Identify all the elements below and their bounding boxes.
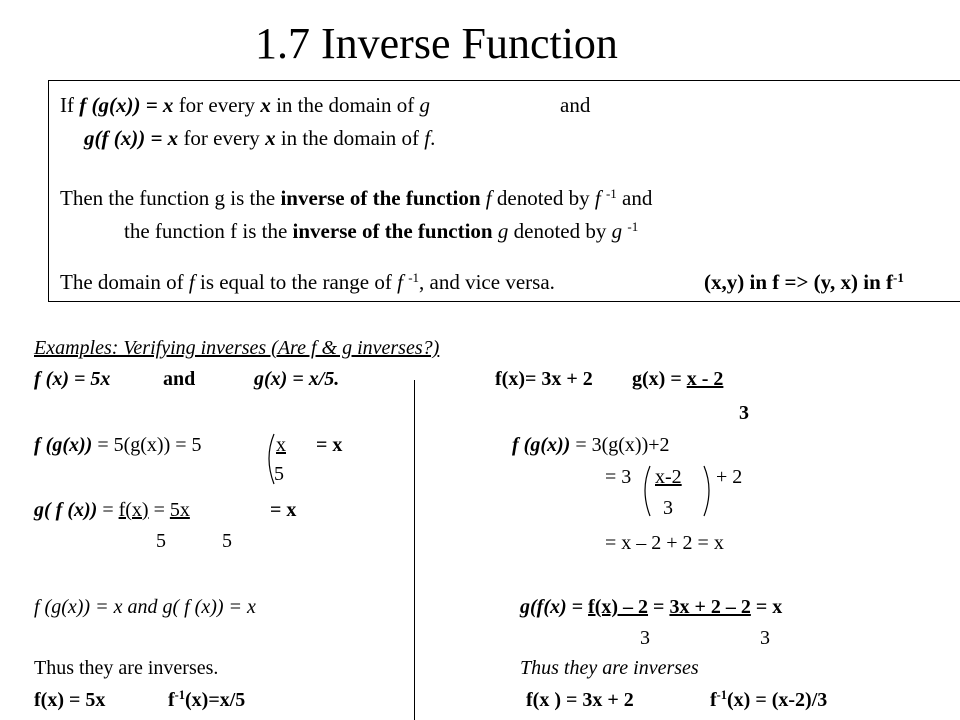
right-comp2-denominator-2: 3 bbox=[760, 627, 770, 649]
right-step-3: = x – 2 + 2 = x bbox=[605, 532, 724, 554]
right-step-2-plus: + 2 bbox=[716, 466, 743, 488]
left-summary: f (g(x)) = x and g( f (x)) = x bbox=[34, 596, 256, 618]
left-final: f(x) = 5x bbox=[34, 689, 106, 711]
definition-line-5: The domain of f is equal to the range of f $^{-1}$, and vice versa. bbox=[60, 269, 555, 294]
definition-pair-rule: (x,y) in f => (y, x) in $f^{-1}$ bbox=[704, 269, 904, 294]
examples-heading: Examples: Verifying inverses (Are f & g inverses?) bbox=[34, 337, 440, 359]
left-comp2-denominator-2: 5 bbox=[222, 530, 232, 552]
right-final: f(x ) = 3x + 2 bbox=[526, 689, 634, 711]
page-title: 1.7 Inverse Function bbox=[255, 19, 618, 68]
left-gx: g(x) = x/5. bbox=[254, 368, 340, 390]
right-comp2-denominator-1: 3 bbox=[640, 627, 650, 649]
definition-line-1: If f (g(x)) = x for every x in the domain of g bbox=[60, 93, 431, 117]
left-composition-1: f (g(x)) = 5(g(x)) = 5 bbox=[34, 434, 202, 456]
left-final-inverse: $f^{-1}(x)=x/5$ bbox=[168, 688, 246, 711]
right-gx: g(x) = x - 2 bbox=[632, 368, 724, 390]
left-comp1-bracket bbox=[256, 430, 296, 490]
right-gx-denominator: 3 bbox=[739, 402, 749, 424]
right-final-inverse: $f^{-1}(x) = (x-2)/3$ bbox=[710, 688, 828, 711]
right-step-2-bracket bbox=[632, 462, 722, 522]
definition-line-3: Then the function g is the inverse of the function f denoted by f $^{-1}$ and bbox=[60, 185, 653, 210]
left-comp2-result: = x bbox=[270, 499, 297, 521]
left-comp2-denominator-1: 5 bbox=[156, 530, 166, 552]
right-composition-1: f (g(x)) = 3(g(x))+2 bbox=[512, 434, 670, 456]
left-comp1-result: = x bbox=[316, 434, 343, 456]
left-comp1-numerator: x bbox=[276, 434, 286, 456]
left-conclusion: Thus they are inverses. bbox=[34, 657, 219, 679]
definition-line-4: the function f is the inverse of the function g denoted by g $^{-1}$ bbox=[124, 218, 639, 243]
left-and: and bbox=[163, 368, 196, 390]
column-divider bbox=[414, 380, 415, 720]
definition-line-2: g(f (x)) = x for every x in the domain of f. bbox=[84, 126, 436, 150]
right-fx: f(x)= 3x + 2 bbox=[495, 368, 593, 390]
left-composition-2: g( f (x)) = f(x) = 5x bbox=[34, 499, 190, 521]
left-fx: f (x) = 5x bbox=[34, 368, 111, 390]
right-step-2-denominator: 3 bbox=[663, 497, 673, 519]
right-composition-2: g(f(x) = f(x) – 2 = 3x + 2 – 2 = x bbox=[520, 596, 783, 618]
right-step-2: = 3 bbox=[605, 466, 632, 488]
left-comp1-denominator: 5 bbox=[274, 463, 284, 485]
definition-and: and bbox=[560, 93, 591, 117]
right-conclusion: Thus they are inverses bbox=[520, 657, 699, 679]
right-step-2-numerator: x-2 bbox=[655, 466, 682, 488]
